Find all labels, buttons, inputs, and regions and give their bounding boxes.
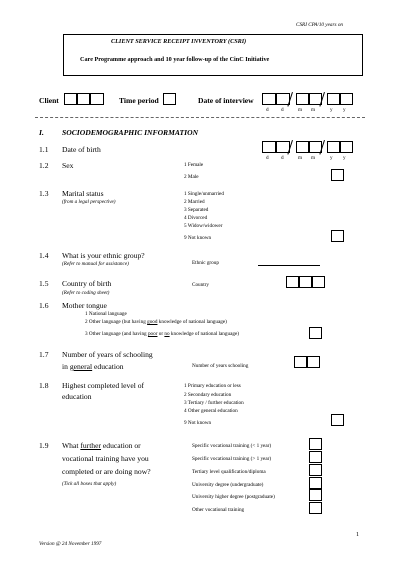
q19-number: 1.9 [39, 441, 49, 450]
section-number: I. [39, 128, 44, 137]
client-box-1[interactable] [64, 93, 77, 105]
sex-answer-box[interactable] [331, 169, 344, 181]
client-box-3[interactable] [90, 93, 104, 105]
dob-letter: d [281, 155, 284, 161]
education-answer-box[interactable] [331, 414, 344, 426]
marital-option: 2 Married [184, 199, 205, 205]
form-subtitle: Care Programme approach and 10 year follow-up of the CinC Initiative [80, 56, 270, 63]
sex-option-male: 2 Male [184, 174, 199, 180]
tongue-answer-box[interactable] [309, 327, 322, 339]
dob-year-box-2[interactable] [340, 141, 353, 153]
q15-note: (Refer to coding sheet) [62, 290, 110, 296]
interview-year-box-2[interactable] [340, 93, 353, 105]
education-option: 1 Primary education or less [184, 383, 241, 389]
ethnic-group-label: Ethnic group [192, 260, 219, 266]
q18-number: 1.8 [39, 381, 49, 390]
version-note: Version @ 24 November 1997 [39, 541, 102, 547]
interview-date-letter: y [330, 107, 333, 113]
q19-label-line3: completed or are doing now? [62, 467, 151, 476]
tongue-option-3: 3 Other language (and having poor or no knowledge of national language) [85, 331, 240, 337]
q19-label-line2: vocational training have you [62, 454, 149, 463]
q14-note: (Refer to manual for assistance) [62, 261, 129, 267]
country-label: Country [192, 282, 210, 288]
tongue-option-2: 2 Other language (but having good knowledge of national language) [85, 319, 227, 325]
vocational-checkbox[interactable] [309, 451, 322, 463]
q12-label: Sex [62, 161, 74, 170]
q19-label-line1: What further education or [62, 441, 141, 450]
q16-label: Mother tongue [62, 301, 107, 310]
client-box-2[interactable] [77, 93, 90, 105]
dob-month-box-1[interactable] [296, 141, 309, 153]
q17-label-line2: in general education [62, 362, 124, 371]
vocational-checkbox[interactable] [309, 489, 322, 501]
q13-label: Marital status [62, 189, 104, 198]
interview-date-letter: d [281, 107, 284, 113]
q14-number: 1.4 [39, 251, 49, 260]
interview-date-letter: d [266, 107, 269, 113]
interview-year-box-1[interactable] [327, 93, 340, 105]
education-option-not-known: 9 Not known [184, 420, 212, 426]
education-option: 3 Tertiary / further education [184, 400, 244, 406]
time-period-label: Time period [119, 96, 159, 105]
dob-letter: y [343, 155, 346, 161]
country-box-3[interactable] [312, 276, 325, 288]
interview-date-letter: m [311, 107, 316, 113]
dob-letter: m [311, 155, 316, 161]
page-number: 1 [356, 531, 360, 538]
marital-option: 4 Divorced [184, 215, 208, 221]
q18-label-line2: education [62, 392, 92, 401]
dob-day-box-1[interactable] [262, 141, 276, 153]
interview-date-label: Date of interview [198, 96, 254, 105]
vocational-checkbox[interactable] [309, 438, 322, 450]
years-schooling-label: Number of years schooling [192, 363, 249, 369]
q18-label-line1: Highest completed level of [62, 381, 145, 390]
dob-letter: y [330, 155, 333, 161]
vocational-option: University degree (undergraduate) [192, 482, 264, 488]
vocational-checkbox[interactable] [309, 502, 322, 514]
schooling-box-1[interactable] [294, 356, 307, 368]
marital-option: 3 Separated [184, 207, 209, 213]
vocational-option: Specific vocational training (> 1 year) [192, 456, 272, 462]
q17-number: 1.7 [39, 350, 49, 359]
education-option: 2 Secondary education [184, 392, 232, 398]
q12-number: 1.2 [39, 161, 49, 170]
tongue-option-1: 1 National language [85, 311, 127, 317]
q13-number: 1.3 [39, 189, 49, 198]
q15-number: 1.5 [39, 279, 49, 288]
sex-option-female: 1 Female [184, 162, 204, 168]
interview-date-letter: y [343, 107, 346, 113]
form-title: CLIENT SERVICE RECEIPT INVENTORY (CSRI) [111, 38, 247, 45]
vocational-checkbox[interactable] [309, 477, 322, 489]
time-period-box[interactable] [163, 93, 176, 105]
vocational-option: Tertiary level qualification/diploma [192, 469, 266, 475]
q13-note: (from a legal perspective) [62, 199, 116, 205]
country-box-1[interactable] [286, 276, 299, 288]
client-label: Client [39, 96, 59, 105]
ethnic-group-field[interactable] [258, 265, 320, 266]
schooling-box-2[interactable] [307, 356, 320, 368]
marital-option: 5 Widow/widower [184, 223, 223, 229]
q14-label: What is your ethnic group? [62, 251, 145, 260]
form-reference: CSRI CPA/10 years on [296, 22, 344, 28]
q17-label-line1: Number of years of schooling [62, 350, 153, 359]
interview-day-box-1[interactable] [262, 93, 276, 105]
interview-month-box-1[interactable] [296, 93, 309, 105]
q15-label: Country of birth [62, 279, 112, 288]
vocational-option: University higher degree (postgraduate) [192, 494, 275, 500]
dashed-divider [35, 117, 365, 118]
q19-note: (Tick all boxes that apply) [62, 481, 117, 487]
vocational-option: Other vocational training [192, 507, 245, 513]
vocational-option: Specific vocational training (< 1 year) [192, 443, 272, 449]
marital-option: 1 Single/unmarried [184, 191, 224, 197]
q11-label: Date of birth [62, 145, 101, 154]
dob-letter: m [298, 155, 303, 161]
education-option: 4 Other general education [184, 408, 238, 414]
q16-number: 1.6 [39, 301, 49, 310]
vocational-checkbox[interactable] [309, 464, 322, 476]
marital-answer-box[interactable] [331, 230, 344, 242]
interview-date-letter: m [298, 107, 303, 113]
country-box-2[interactable] [299, 276, 312, 288]
marital-option-not-known: 9 Not known [184, 235, 212, 241]
section-title: SOCIODEMOGRAPHIC INFORMATION [62, 128, 199, 137]
dob-year-box-1[interactable] [327, 141, 340, 153]
q11-number: 1.1 [39, 145, 49, 154]
dob-letter: d [266, 155, 269, 161]
